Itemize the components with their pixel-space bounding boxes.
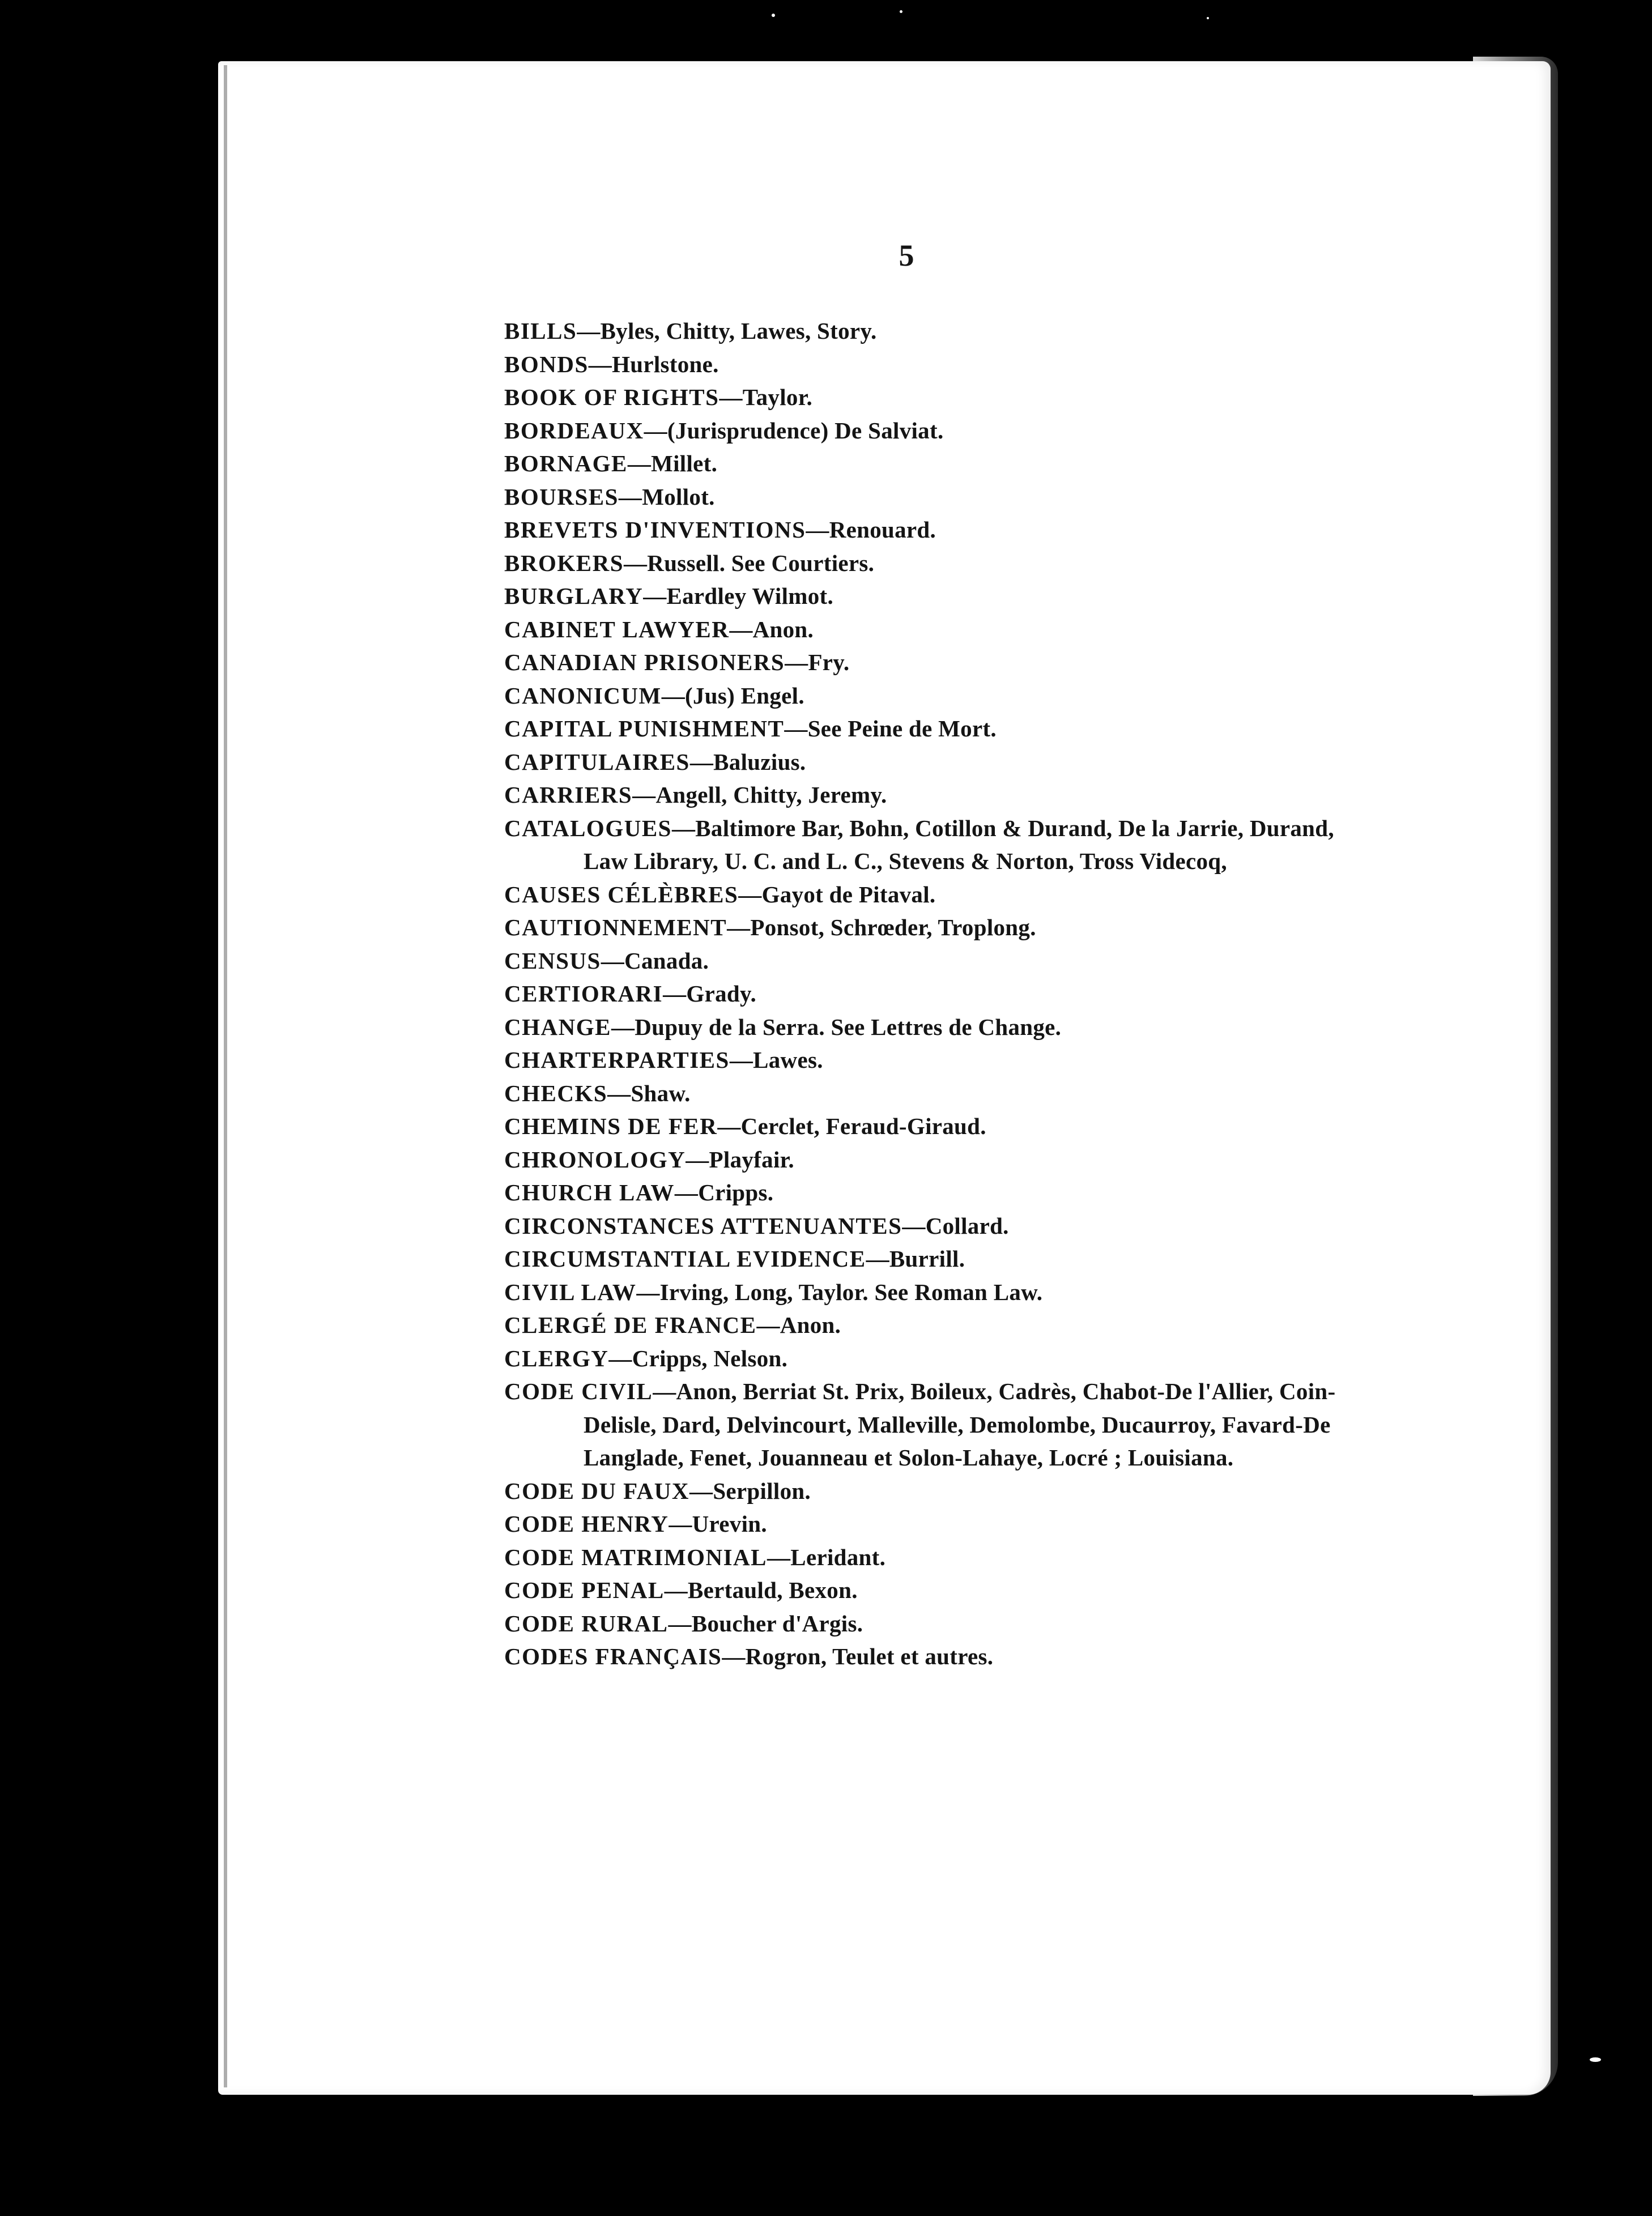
- index-entry: [504, 414, 1365, 448]
- entry-references: —Serpillon.: [689, 1477, 811, 1504]
- entry-heading: CERTIORARI: [504, 981, 663, 1007]
- index-entry: [504, 712, 1365, 745]
- entry-references: —Collard.: [902, 1212, 1009, 1239]
- entry-heading: CODE RURAL: [504, 1610, 669, 1637]
- entry-heading: BORDEAUX: [504, 417, 644, 444]
- index-entry: [504, 1011, 1365, 1044]
- entry-references: —Rogron, Teulet et autres.: [722, 1643, 994, 1669]
- index-entry: [504, 613, 1365, 646]
- index-entries-list: [504, 314, 1365, 1673]
- entry-heading: CODE PENAL: [504, 1577, 665, 1603]
- entry-heading: CHECKS: [504, 1080, 608, 1106]
- entry-references: —Leridant.: [767, 1544, 886, 1570]
- index-entry: [504, 547, 1365, 580]
- entry-references: —Dupuy de la Serra. See Lettres de Change.: [611, 1013, 1062, 1040]
- entry-heading: BORNAGE: [504, 450, 628, 476]
- entry-heading: BONDS: [504, 351, 589, 377]
- entry-heading: CAPITULAIRES: [504, 748, 690, 775]
- index-entry: [504, 513, 1365, 547]
- entry-references: —Cripps, Nelson.: [608, 1345, 788, 1371]
- entry-references: —Fry.: [785, 649, 850, 675]
- entry-references: —Grady.: [663, 981, 757, 1007]
- index-entry: [504, 878, 1365, 911]
- index-entry: [504, 1607, 1365, 1640]
- entry-references: —Millet.: [627, 450, 718, 476]
- entry-references: —Russell. See Courtiers.: [624, 549, 875, 576]
- index-entry: [504, 944, 1365, 978]
- entry-references: —Urevin.: [669, 1511, 767, 1537]
- index-entry: [504, 778, 1365, 812]
- entry-references: —Anon.: [729, 616, 814, 642]
- entry-references: —Anon.: [756, 1312, 841, 1338]
- entry-heading: CODE HENRY: [504, 1511, 669, 1537]
- index-entry: [504, 447, 1365, 480]
- entry-references: —See Peine de Mort.: [784, 715, 997, 741]
- entry-heading: CAPITAL PUNISHMENT: [504, 715, 785, 741]
- entry-heading: BOURSES: [504, 483, 619, 510]
- entry-heading: CHURCH LAW: [504, 1179, 675, 1205]
- dust-speck: [1590, 2057, 1601, 2062]
- index-entry: [504, 812, 1365, 878]
- entry-references: —(Jus) Engel.: [661, 682, 804, 709]
- dust-speck: [772, 14, 775, 17]
- entry-heading: CATALOGUES: [504, 815, 672, 841]
- dust-speck: [900, 10, 902, 13]
- entry-references: —Baltimore Bar, Bohn, Cotillon & Durand, De la Jarrie, Durand, Law Library, U. C. and L. C., Stevens & Norton, Tross Videcoq,: [584, 815, 1334, 874]
- entry-heading: CLERGÉ DE FRANCE: [504, 1312, 757, 1338]
- entry-references: —Byles, Chitty, Lawes, Story.: [577, 318, 877, 344]
- entry-references: —Hurlstone.: [588, 351, 719, 377]
- entry-references: —Eardley Wilmot.: [643, 583, 834, 609]
- index-entry: [504, 348, 1365, 381]
- entry-references: —Playfair.: [686, 1146, 794, 1173]
- index-entry: [504, 1375, 1365, 1475]
- entry-heading: CENSUS: [504, 947, 601, 974]
- index-entry: [504, 977, 1365, 1011]
- entry-heading: CAUSES CÉLÈBRES: [504, 881, 739, 907]
- index-entry: [504, 480, 1365, 514]
- entry-heading: BROKERS: [504, 549, 624, 576]
- index-entry: [504, 745, 1365, 779]
- index-entry: [504, 1143, 1365, 1177]
- entry-heading: CIVIL LAW: [504, 1279, 637, 1305]
- index-entry: [504, 1475, 1365, 1508]
- entry-references: —Mollot.: [618, 483, 715, 510]
- entry-heading: BURGLARY: [504, 583, 644, 609]
- entry-heading: CODE DU FAUX: [504, 1477, 690, 1504]
- page-number: 5: [899, 238, 914, 272]
- entry-references: —Renouard.: [806, 517, 936, 543]
- entry-references: —Anon, Berriat St. Prix, Boileux, Cadrès, Chabot-De l'Allier, Coin-Delisle, Dard, Delvincourt, Malleville, Demolombe, Ducaurroy, Favard-De Langlade, Fenet, Jouanneau et Solon-Lahaye, Locré ; Louisiana.: [584, 1378, 1336, 1471]
- entry-references: —Baluzius.: [689, 748, 806, 775]
- index-entry: [504, 1077, 1365, 1110]
- entry-references: —Lawes.: [729, 1047, 823, 1073]
- entry-heading: CAUTIONNEMENT: [504, 914, 727, 940]
- index-entry: [504, 1043, 1365, 1077]
- entry-references: —(Jurisprudence) De Salviat.: [644, 417, 944, 444]
- index-entry: [504, 1541, 1365, 1574]
- entry-references: —Shaw.: [607, 1080, 691, 1106]
- index-entry: [504, 646, 1365, 679]
- index-entry: [504, 1209, 1365, 1243]
- entry-references: —Cerclet, Feraud-Giraud.: [717, 1113, 986, 1139]
- entry-heading: BILLS: [504, 318, 577, 344]
- index-entry: [504, 1242, 1365, 1276]
- entry-references: —Irving, Long, Taylor. See Roman Law.: [636, 1279, 1043, 1305]
- index-entry: [504, 911, 1365, 944]
- index-entry: [504, 1507, 1365, 1541]
- index-entry: [504, 1342, 1365, 1375]
- entry-heading: CIRCUMSTANTIAL EVIDENCE: [504, 1246, 866, 1272]
- entry-heading: CLERGY: [504, 1345, 609, 1371]
- index-entry: [504, 314, 1365, 348]
- index-entry: [504, 1110, 1365, 1143]
- entry-heading: CODES FRANÇAIS: [504, 1643, 722, 1669]
- entry-references: —Angell, Chitty, Jeremy.: [632, 782, 887, 808]
- entry-references: —Canada.: [601, 947, 709, 974]
- entry-heading: CODE MATRIMONIAL: [504, 1544, 767, 1570]
- index-entry: [504, 1176, 1365, 1209]
- entry-heading: CARRIERS: [504, 782, 633, 808]
- index-entry: [504, 1574, 1365, 1607]
- index-entry: [504, 1309, 1365, 1342]
- entry-heading: CANONICUM: [504, 682, 662, 709]
- entry-heading: BOOK OF RIGHTS: [504, 384, 719, 410]
- entry-heading: CODE CIVIL: [504, 1378, 653, 1404]
- entry-references: —Boucher d'Argis.: [668, 1610, 863, 1637]
- entry-heading: CHANGE: [504, 1013, 611, 1040]
- index-entry: [504, 579, 1365, 613]
- entry-references: —Bertauld, Bexon.: [664, 1577, 858, 1603]
- dust-speck: [1207, 17, 1209, 19]
- entry-heading: CIRCONSTANCES ATTENUANTES: [504, 1212, 902, 1239]
- entry-references: —Gayot de Pitaval.: [738, 881, 936, 907]
- entry-references: —Ponsot, Schrœder, Troplong.: [727, 914, 1036, 940]
- entry-references: —Cripps.: [674, 1179, 774, 1205]
- entry-heading: BREVETS D'INVENTIONS: [504, 517, 806, 543]
- index-entry: [504, 1640, 1365, 1673]
- entry-heading: CANADIAN PRISONERS: [504, 649, 785, 675]
- entry-heading: CHRONOLOGY: [504, 1146, 686, 1173]
- index-entry: [504, 1276, 1365, 1309]
- entry-heading: CABINET LAWYER: [504, 616, 730, 642]
- index-entry: [504, 679, 1365, 713]
- entry-heading: CHEMINS DE FER: [504, 1113, 718, 1139]
- entry-heading: CHARTERPARTIES: [504, 1047, 730, 1073]
- page-spine: [224, 65, 227, 2087]
- entry-references: —Burrill.: [866, 1246, 965, 1272]
- entry-references: —Taylor.: [719, 384, 812, 410]
- index-entry: [504, 381, 1365, 414]
